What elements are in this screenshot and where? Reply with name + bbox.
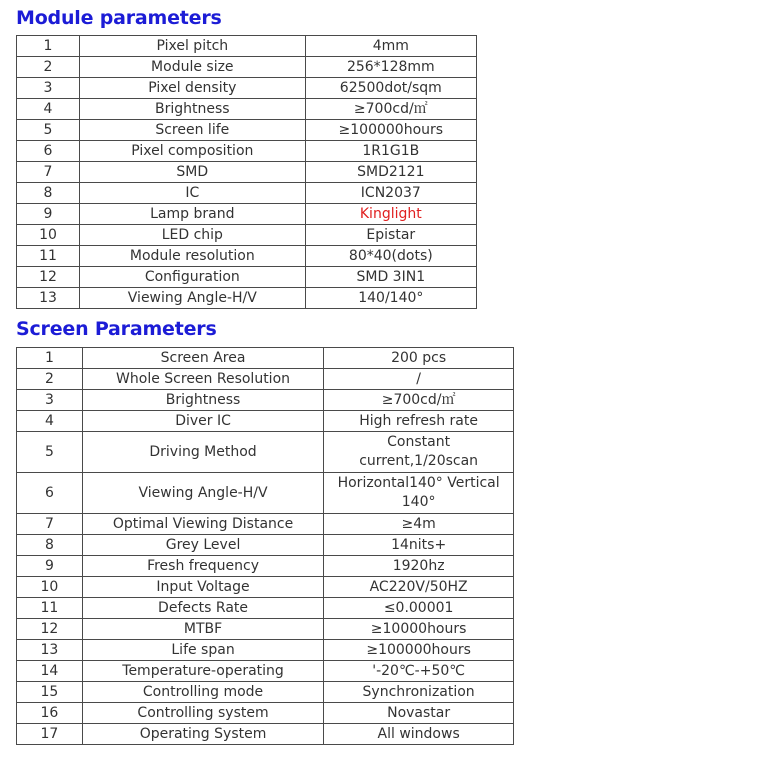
parameter-value-cell: '-20℃-+50℃ (324, 661, 514, 682)
parameter-value-cell: ≤0.00001 (324, 598, 514, 619)
parameter-value-cell: 1R1G1B (305, 141, 476, 162)
screen-parameters-heading: Screen Parameters (16, 318, 217, 340)
table-row (17, 556, 514, 577)
table-row (17, 183, 477, 204)
table-row (17, 432, 514, 473)
parameter-value-cell: / (324, 369, 514, 390)
parameter-name-cell: Pixel pitch (80, 36, 306, 57)
table-row (17, 682, 514, 703)
parameter-name-cell: Lamp brand (80, 204, 306, 225)
table-row (17, 141, 477, 162)
parameter-name-cell: Fresh frequency (82, 556, 323, 577)
parameter-value-cell: ≥100000hours (324, 640, 514, 661)
screen-parameters-table (16, 347, 514, 745)
table-row (17, 411, 514, 432)
module-parameters-table (16, 35, 477, 309)
parameter-name-cell: Module size (80, 57, 306, 78)
table-row (17, 598, 514, 619)
parameter-name-cell: Whole Screen Resolution (82, 369, 323, 390)
table-row (17, 99, 477, 120)
table-row (17, 120, 477, 141)
table-row (17, 204, 477, 225)
parameter-value-cell: ICN2037 (305, 183, 476, 204)
row-number-cell: 17 (17, 724, 83, 745)
parameter-value-cell: 62500dot/sqm (305, 78, 476, 99)
row-number-cell: 9 (17, 556, 83, 577)
table-row (17, 246, 477, 267)
parameter-name-cell: SMD (80, 162, 306, 183)
parameter-name-cell: Controlling mode (82, 682, 323, 703)
row-number-cell: 5 (17, 120, 80, 141)
table-row (17, 348, 514, 369)
table-row (17, 288, 477, 309)
parameter-value-cell: 200 pcs (324, 348, 514, 369)
row-number-cell: 5 (17, 432, 83, 473)
parameter-name-cell: Driving Method (82, 432, 323, 473)
row-number-cell: 11 (17, 246, 80, 267)
table-row (17, 577, 514, 598)
parameter-value-cell: AC220V/50HZ (324, 577, 514, 598)
parameter-name-cell: Optimal Viewing Distance (82, 514, 323, 535)
parameter-name-cell: LED chip (80, 225, 306, 246)
parameter-name-cell: Brightness (82, 390, 323, 411)
parameter-value-cell: ≥700cd/㎡ (324, 390, 514, 411)
row-number-cell: 2 (17, 369, 83, 390)
parameter-value-cell: ≥700cd/㎡ (305, 99, 476, 120)
parameter-value-cell: 1920hz (324, 556, 514, 577)
row-number-cell: 3 (17, 78, 80, 99)
parameter-value-cell: Novastar (324, 703, 514, 724)
row-number-cell: 13 (17, 288, 80, 309)
row-number-cell: 12 (17, 619, 83, 640)
row-number-cell: 15 (17, 682, 83, 703)
table-row (17, 390, 514, 411)
row-number-cell: 12 (17, 267, 80, 288)
table-row (17, 162, 477, 183)
table-row (17, 640, 514, 661)
row-number-cell: 2 (17, 57, 80, 78)
parameter-name-cell: Life span (82, 640, 323, 661)
parameter-name-cell: Diver IC (82, 411, 323, 432)
row-number-cell: 14 (17, 661, 83, 682)
parameter-value-cell: Epistar (305, 225, 476, 246)
parameter-value-cell: SMD 3IN1 (305, 267, 476, 288)
table-row (17, 57, 477, 78)
table-row (17, 36, 477, 57)
table-row (17, 78, 477, 99)
table-row (17, 535, 514, 556)
parameter-value-cell: ≥4m (324, 514, 514, 535)
row-number-cell: 6 (17, 141, 80, 162)
row-number-cell: 10 (17, 577, 83, 598)
parameter-name-cell: Screen Area (82, 348, 323, 369)
row-number-cell: 8 (17, 183, 80, 204)
parameter-value-cell: 4mm (305, 36, 476, 57)
row-number-cell: 6 (17, 473, 83, 514)
parameter-name-cell: Screen life (80, 120, 306, 141)
row-number-cell: 7 (17, 514, 83, 535)
row-number-cell: 4 (17, 411, 83, 432)
parameter-name-cell: Viewing Angle-H/V (82, 473, 323, 514)
row-number-cell: 3 (17, 390, 83, 411)
parameter-value-cell: All windows (324, 724, 514, 745)
row-number-cell: 10 (17, 225, 80, 246)
row-number-cell: 7 (17, 162, 80, 183)
parameter-name-cell: Input Voltage (82, 577, 323, 598)
parameter-value-cell: 14nits+ (324, 535, 514, 556)
parameter-value-cell: ≥10000hours (324, 619, 514, 640)
parameter-name-cell: Defects Rate (82, 598, 323, 619)
parameter-name-cell: Pixel composition (80, 141, 306, 162)
parameter-name-cell: Temperature-operating (82, 661, 323, 682)
parameter-name-cell: Viewing Angle-H/V (80, 288, 306, 309)
parameter-value-cell: Constant current,1/20scan (324, 432, 514, 473)
row-number-cell: 1 (17, 36, 80, 57)
table-row (17, 369, 514, 390)
table-row (17, 661, 514, 682)
parameter-value-cell: High refresh rate (324, 411, 514, 432)
module-parameters-heading: Module parameters (16, 7, 222, 29)
parameter-name-cell: Controlling system (82, 703, 323, 724)
row-number-cell: 13 (17, 640, 83, 661)
parameter-name-cell: Brightness (80, 99, 306, 120)
table-row (17, 514, 514, 535)
row-number-cell: 4 (17, 99, 80, 120)
parameter-value-cell: 256*128mm (305, 57, 476, 78)
row-number-cell: 11 (17, 598, 83, 619)
parameter-value-cell: Horizontal140° Vertical 140° (324, 473, 514, 514)
parameter-name-cell: Module resolution (80, 246, 306, 267)
table-row (17, 703, 514, 724)
table-row (17, 724, 514, 745)
row-number-cell: 16 (17, 703, 83, 724)
parameter-name-cell: MTBF (82, 619, 323, 640)
parameter-value-cell: Kinglight (305, 204, 476, 225)
row-number-cell: 1 (17, 348, 83, 369)
parameter-value-cell: Synchronization (324, 682, 514, 703)
parameter-name-cell: Pixel density (80, 78, 306, 99)
table-row (17, 473, 514, 514)
parameter-name-cell: IC (80, 183, 306, 204)
table-row (17, 225, 477, 246)
parameter-value-cell: ≥100000hours (305, 120, 476, 141)
parameter-name-cell: Grey Level (82, 535, 323, 556)
table-row (17, 619, 514, 640)
parameter-name-cell: Configuration (80, 267, 306, 288)
parameter-value-cell: 80*40(dots) (305, 246, 476, 267)
parameter-name-cell: Operating System (82, 724, 323, 745)
row-number-cell: 9 (17, 204, 80, 225)
row-number-cell: 8 (17, 535, 83, 556)
parameter-value-cell: SMD2121 (305, 162, 476, 183)
parameter-value-cell: 140/140° (305, 288, 476, 309)
table-row (17, 267, 477, 288)
